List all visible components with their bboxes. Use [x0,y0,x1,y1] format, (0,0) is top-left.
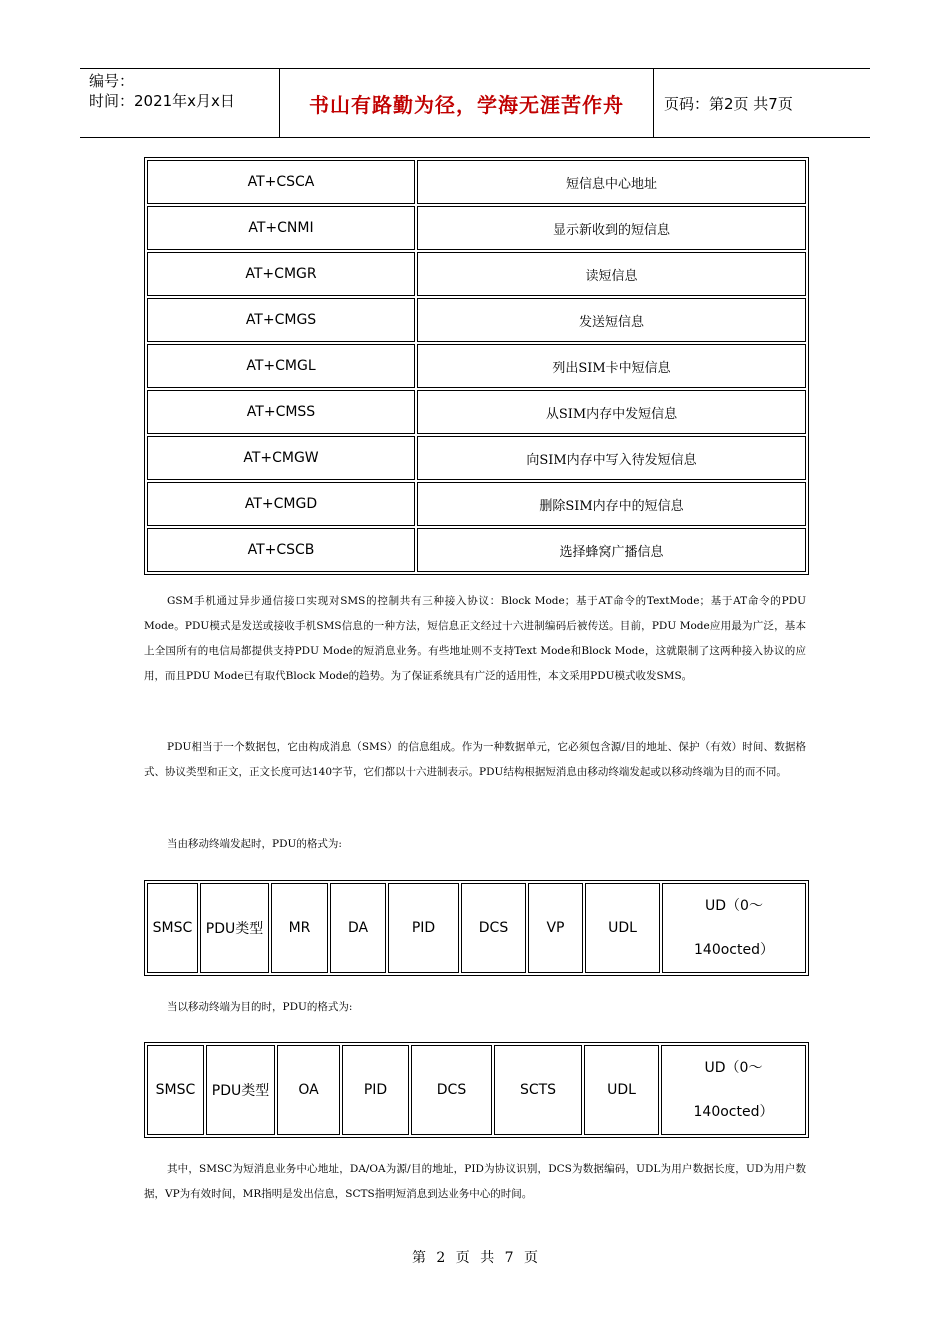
pdu-field: PDU类型 [206,1045,275,1135]
header-meta [80,69,280,137]
page-footer: 第 2 页 共 7 页 [411,1250,539,1266]
pdu-field: PID [342,1045,409,1135]
table-row [147,528,806,572]
at-command-description: 选择蜂窝广播信息 [417,528,806,572]
at-command-description: 删除SIM内存中的短信息 [417,482,806,526]
pdu-field-user-data [661,1045,806,1135]
paragraph-origin-format-intro: 当由移动终端发起时，PDU的格式为: [167,838,342,850]
page-header [80,68,870,138]
pdu-field: UDL [585,883,660,973]
pdu-origin-format-table [144,880,809,976]
header-page-number: 页码：第2页 共7页 [664,94,793,113]
pdu-field: SMSC [147,1045,204,1135]
document-number-label: 编号： [89,72,135,90]
paragraph-access-protocols: GSM手机通过异步通信接口实现对SMS的控制共有三种接入协议：Block Mode；基于AT命令的TextMode；基于AT命令的PDU Mode。PDU模式是发送或接收手机SMS信息的一种方法，短信息正文经过十六进制编码后被传送。目前，PDU Mode应用最为广泛，基本上全国所有的电信局都提供支持PDU Mode的短消息业务。有些地址则不支持Text Mode和Block Mode，这就限制了这两种接入协议的应用，而且PDU Mode已有取代Block Mode的趋势。为了保证系统具有广泛的适用性，本文采用PDU模式收发SMS。 [144,595,806,682]
at-command-description: 向SIM内存中写入待发短信息 [417,436,806,480]
table-row [147,883,806,973]
at-command: AT+CMSS [147,390,415,434]
pdu-field: SMSC [147,883,198,973]
document-date: 时间：2021年x月x日 [89,92,235,110]
at-command: AT+CMGD [147,482,415,526]
at-command: AT+CMGS [147,298,415,342]
header-motto: 书山有路勤为径，学海无涯苦作舟 [280,69,654,137]
at-command-description: 短信息中心地址 [417,160,806,204]
table-row [147,482,806,526]
pdu-field: DCS [411,1045,492,1135]
table-row [147,206,806,250]
at-command: AT+CMGW [147,436,415,480]
at-command: AT+CMGR [147,252,415,296]
at-command: AT+CMGL [147,344,415,388]
at-command: AT+CSCA [147,160,415,204]
pdu-field-user-data [662,883,806,973]
table-row [147,298,806,342]
pdu-field: PDU类型 [200,883,269,973]
at-command: AT+CNMI [147,206,415,250]
paragraph-dest-format-intro: 当以移动终端为目的时，PDU的格式为: [167,1001,353,1013]
at-command-description: 发送短信息 [417,298,806,342]
at-command-description: 读短信息 [417,252,806,296]
at-command: AT+CSCB [147,528,415,572]
pdu-field: SCTS [494,1045,582,1135]
table-row [147,1045,806,1135]
table-row [147,160,806,204]
table-row [147,344,806,388]
user-data-label: UD（0～ [705,898,763,914]
pdu-field: OA [277,1045,340,1135]
user-data-length: 140octed） [693,1104,774,1120]
pdu-field: DA [330,883,386,973]
at-command-description: 从SIM内存中发短信息 [417,390,806,434]
table-row [147,252,806,296]
paragraph-pdu-definition: PDU相当于一个数据包，它由构成消息（SMS）的信息组成。作为一种数据单元，它必须包含源/目的地址、保护（有效）时间、数据格式、协议类型和正文，正文长度可达140字节，它们都以十六进制表示。PDU结构根据短消息由移动终端发起或以移动终端为目的而不同。 [144,741,806,778]
at-command-table [144,157,809,575]
paragraph-field-definitions: 其中，SMSC为短消息业务中心地址，DA/OA为源/目的地址，PID为协议识别，DCS为数据编码，UDL为用户数据长度，UD为用户数据，VP为有效时间，MR指明是发出信息，SCTS指明短消息到达业务中心的时间。 [144,1163,806,1200]
table-row [147,436,806,480]
user-data-label: UD（0～ [704,1060,763,1076]
at-command-description: 列出SIM卡中短信息 [417,344,806,388]
pdu-field: DCS [461,883,526,973]
table-row [147,390,806,434]
pdu-dest-format-table [144,1042,809,1138]
pdu-field: UDL [584,1045,659,1135]
user-data-length: 140octed） [694,942,774,958]
at-command-description: 显示新收到的短信息 [417,206,806,250]
pdu-field: MR [271,883,328,973]
pdu-field: PID [388,883,459,973]
pdu-field: VP [528,883,583,973]
